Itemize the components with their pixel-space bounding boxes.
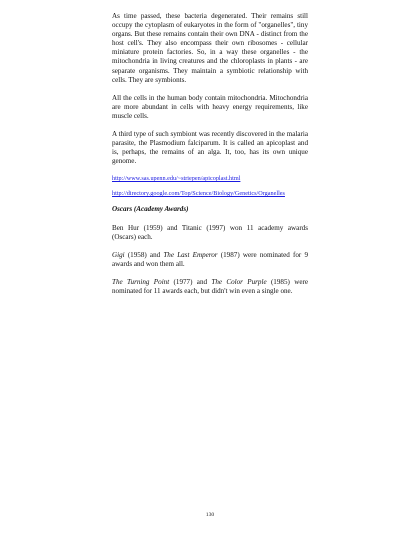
film-title-gigi: Gigi — [112, 250, 125, 259]
text-fragment: (1958) and — [124, 250, 164, 259]
page-number: 130 — [205, 512, 215, 518]
paragraph-apicoplast: A third type of such symbiont was recently discovered in the malaria parasite, the Plasmodium falciparum. It is called an apicoplast and is, perhaps, the remains of an alga. It, too, has its own unique genome. — [112, 130, 308, 166]
link-apicoplast[interactable]: http://www.sas.upenn.edu/~striepen/apicoplast.html — [112, 175, 241, 183]
text-fragment: (1977) and — [169, 277, 212, 286]
paragraph-turning-point-color-purple — [112, 278, 308, 296]
film-title-color-purple: The Color Purple — [211, 277, 267, 286]
film-title-last-emperor: The Last Emperor — [163, 250, 218, 259]
page-content — [112, 12, 308, 305]
text-fragment: (1985) were nominated for 11 awards each, but didn't win even a single one. — [112, 277, 308, 295]
text-fragment: (1987) were nominated for 9 awards and won them all. — [112, 250, 308, 268]
paragraph-ben-hur-titanic: Ben Hur (1959) and Titanic (1997) won 11 academy awards (Oscars) each. — [112, 223, 308, 241]
paragraph-gigi-last-emperor — [112, 251, 308, 269]
section-heading-oscars: Oscars (Academy Awards) — [112, 205, 189, 214]
paragraph-organelles: As time passed, these bacteria degenerated. Their remains still occupy the cytoplasm of eukaryotes in the form of "organelles", tiny organs. But these remains contain their own DNA - distinct from the host cell's. They also encompass their own ribosomes - cellular miniature protein factories. So, in a way these organelles - the mitochondria in living creatures and the chloroplasts in plants - are separate organisms. They maintain a symbiotic relationship with cells. They are symbionts. — [112, 12, 308, 84]
film-title-turning-point: The Turning Point — [112, 277, 170, 286]
link-organelles-directory[interactable]: http://directory.google.com/Top/Science/Biology/Genetics/Organelles — [112, 190, 285, 198]
paragraph-mitochondria: All the cells in the human body contain mitochondria. Mitochondria are more abundant in cells with heavy energy requirements, like muscle cells. — [112, 93, 308, 120]
